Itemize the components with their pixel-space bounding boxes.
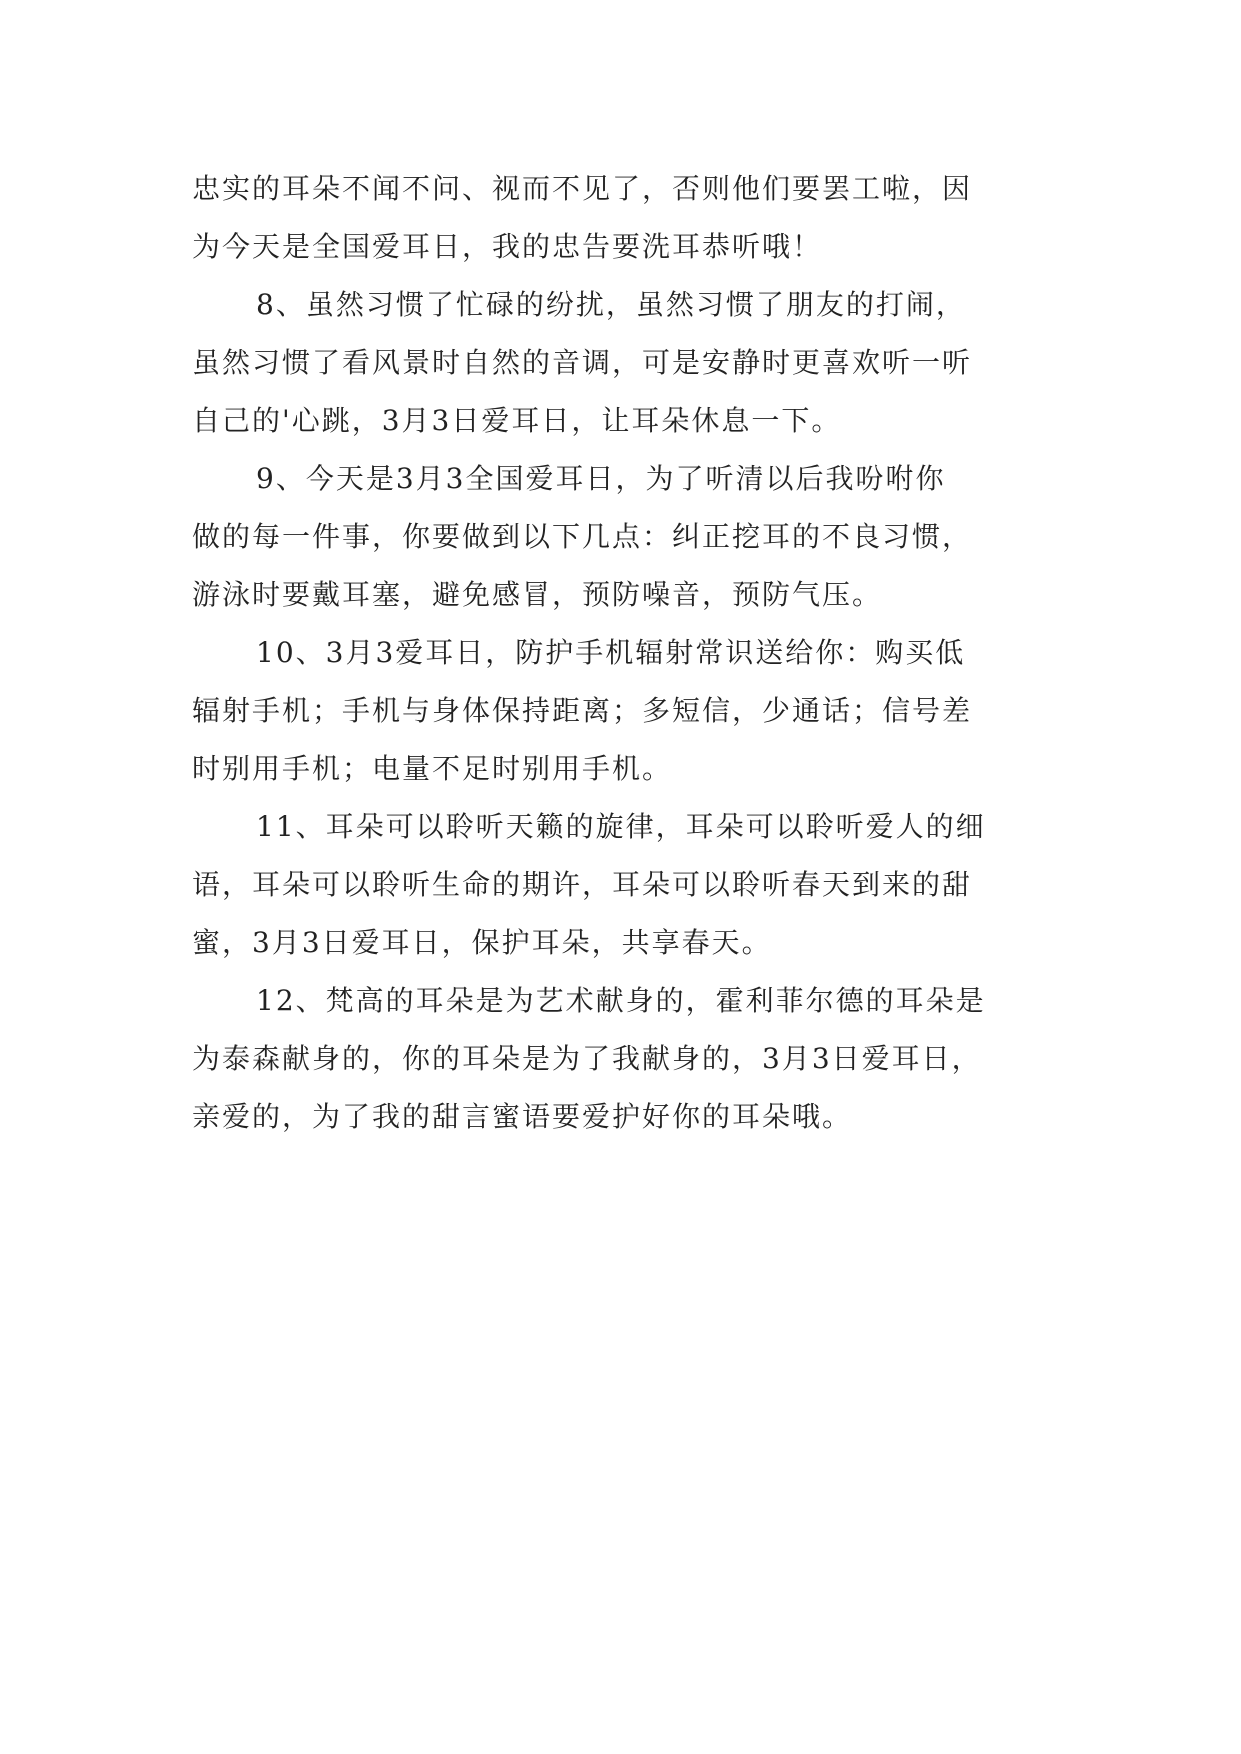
paragraph-line: 10、3月3爱耳日，防护手机辐射常识送给你：购买低 [256,636,966,669]
paragraph [192,624,1060,798]
paragraph-line: 9、今天是3月3全国爱耳日，为了听清以后我吩咐你 [256,462,946,495]
paragraph [192,276,1060,450]
paragraph-line: 虽然习惯了看风景时自然的音调，可是安静时更喜欢听一听 [192,346,973,379]
paragraph-line: 忠实的耳朵不闻不问、视而不见了，否则他们要罢工啦，因 [192,172,973,205]
paragraph-line: 游泳时要戴耳塞，避免感冒，预防噪音，预防气压。 [192,578,883,611]
paragraph-line: 语，耳朵可以聆听生命的期许，耳朵可以聆听春天到来的甜 [192,868,973,901]
paragraph-line: 8、虽然习惯了忙碌的纷扰，虽然习惯了朋友的打闹， [256,288,966,321]
paragraph-line: 做的每一件事，你要做到以下几点：纠正挖耳的不良习惯， [192,520,973,553]
paragraph-line: 为泰森献身的，你的耳朵是为了我献身的，3月3日爱耳日， [192,1042,982,1075]
paragraph-line: 自己的'心跳，3月3日爱耳日，让耳朵休息一下。 [192,404,842,437]
paragraph-line: 亲爱的，为了我的甜言蜜语要爱护好你的耳朵哦。 [192,1100,853,1133]
paragraph-line: 时别用手机；电量不足时别用手机。 [192,752,673,785]
document-body [192,160,1060,1146]
paragraph [192,160,1060,276]
paragraph-line: 11、耳朵可以聆听天籁的旋律，耳朵可以聆听爱人的细 [256,810,986,843]
paragraph [192,450,1060,624]
paragraph-line: 辐射手机；手机与身体保持距离；多短信，少通话；信号差 [192,694,973,727]
paragraph [192,972,1060,1146]
paragraph-line: 12、梵高的耳朵是为艺术献身的，霍利菲尔德的耳朵是 [256,984,986,1017]
paragraph-line: 为今天是全国爱耳日，我的忠告要洗耳恭听哦！ [192,230,823,263]
paragraph-line: 蜜，3月3日爱耳日，保护耳朵，共享春天。 [192,926,772,959]
paragraph [192,798,1060,972]
